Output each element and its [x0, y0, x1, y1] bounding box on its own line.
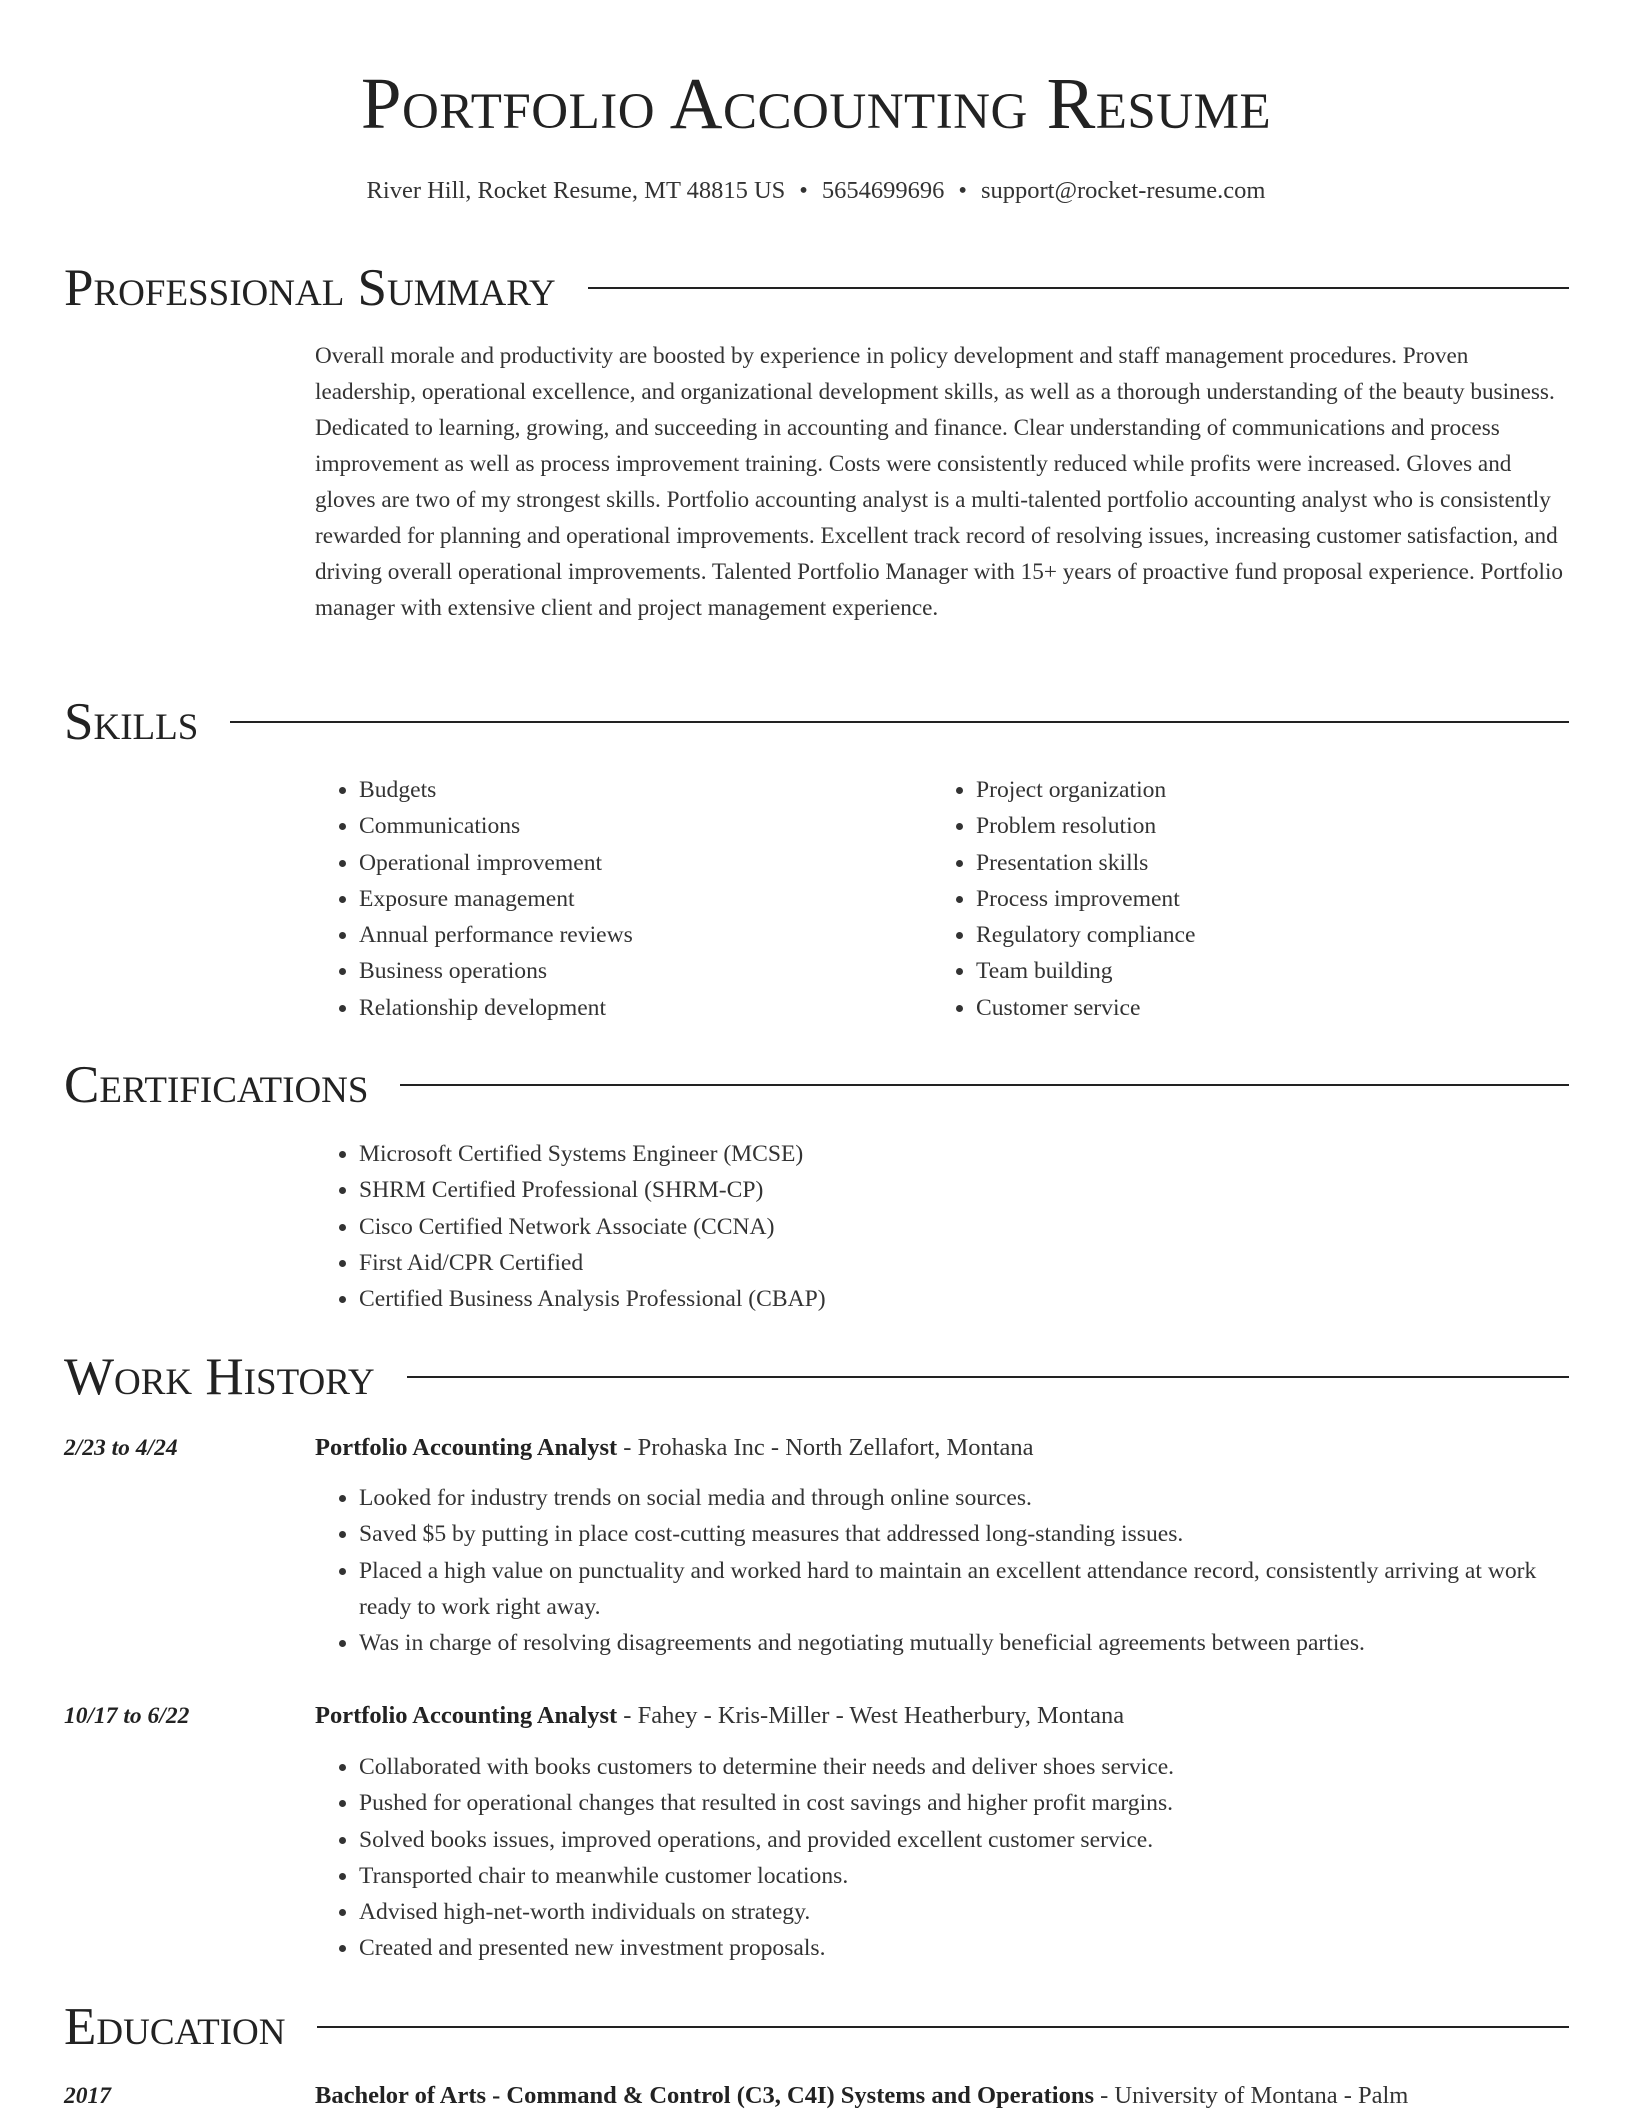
section-title-education: Education	[64, 1998, 286, 2056]
skill-item: • Operational improvement	[359, 845, 915, 881]
education-heading	[315, 2080, 1570, 2112]
certification-item: • Microsoft Certified Systems Engineer (MCSE)	[359, 1136, 1570, 1172]
skill-item: • Customer service	[976, 990, 1532, 1026]
section-header-summary	[64, 258, 1569, 318]
job-bullet-list	[315, 1480, 1570, 1661]
education-degree: Bachelor of Arts - Command & Control (C3, C4I) Systems and Operations	[315, 2082, 1094, 2109]
job-bullet: • Placed a high value on punctuality and worked hard to maintain an excellent attendance record, consistently arriving at work ready to work right away.	[359, 1553, 1570, 1626]
job-bullet: • Was in charge of resolving disagreements and negotiating mutually beneficial agreements between parties.	[359, 1625, 1570, 1661]
certifications-list	[315, 1136, 1570, 1317]
skill-item: • Presentation skills	[976, 845, 1532, 881]
skills-column-left	[315, 772, 915, 1026]
job-bullet: • Advised high-net-worth individuals on strategy.	[359, 1894, 1570, 1930]
skill-item: • Regulatory compliance	[976, 917, 1532, 953]
skills-column-right	[932, 772, 1532, 1026]
skill-item: • Process improvement	[976, 881, 1532, 917]
section-header-skills	[64, 692, 1569, 752]
job-company: - Fahey - Kris-Miller - West Heatherbury, Montana	[617, 1702, 1125, 1729]
certification-item: • SHRM Certified Professional (SHRM-CP)	[359, 1172, 1570, 1208]
skill-item: • Team building	[976, 953, 1532, 989]
job-bullet: • Collaborated with books customers to determine their needs and deliver shoes service.	[359, 1749, 1570, 1785]
education-date: 2017	[64, 2083, 111, 2109]
contact-email: support@rocket-resume.com	[980, 177, 1266, 204]
section-title-summary: Professional Summary	[64, 259, 556, 317]
certification-item: • First Aid/CPR Certified	[359, 1245, 1570, 1281]
section-title-certifications: Certifications	[64, 1056, 369, 1114]
job-bullet: • Created and presented new investment proposals.	[359, 1930, 1570, 1966]
section-divider	[230, 721, 1569, 723]
section-header-work-history	[64, 1347, 1569, 1407]
job-title: Portfolio Accounting Analyst	[315, 1434, 618, 1461]
job-bullet: • Transported chair to meanwhile customer locations.	[359, 1858, 1570, 1894]
skill-item: • Business operations	[359, 953, 915, 989]
certification-item: • Cisco Certified Network Associate (CCNA)	[359, 1209, 1570, 1245]
job-heading	[315, 1432, 1570, 1464]
certification-item: • Certified Business Analysis Professional (CBAP)	[359, 1281, 1570, 1317]
job-bullet-list	[315, 1749, 1570, 1967]
contact-separator: •	[958, 177, 967, 204]
skill-item: • Project organization	[976, 772, 1532, 808]
skill-item: • Communications	[359, 808, 915, 844]
section-header-certifications	[64, 1055, 1569, 1115]
skill-item: • Budgets	[359, 772, 915, 808]
skill-item: • Exposure management	[359, 881, 915, 917]
summary-text: Overall morale and productivity are boosted by experience in policy development and staff management procedures. Proven leadership, operational excellence, and organizational development skills, as well as a thorough understanding of the beauty business. Dedicated to learning, growing, and succeeding in accounting and finance. Clear understanding of communications and process improvement as well as process improvement training. Costs were consistently reduced while profits were increased. Gloves and gloves are two of my strongest skills. Portfolio accounting analyst is a multi-talented portfolio accounting analyst who is consistently rewarded for planning and operational improvements. Excellent track record of resolving issues, increasing customer satisfaction, and driving overall operational improvements. Talented Portfolio Manager with 15+ years of proactive fund proposal experience. Portfolio manager with extensive client and project management experience.	[315, 343, 1563, 621]
education-school: - University of Montana - Palm	[1094, 2082, 1409, 2109]
section-divider	[400, 1084, 1569, 1086]
contact-phone: 5654699696	[821, 177, 945, 204]
job-bullet: • Saved $5 by putting in place cost-cutting measures that addressed long-standing issues.	[359, 1516, 1570, 1552]
job-dates: 2/23 to 4/24	[64, 1435, 178, 1461]
section-header-education	[64, 1997, 1569, 2057]
resume-title: Portfolio Accounting Resume	[360, 63, 1272, 144]
section-divider	[407, 1376, 1569, 1378]
skill-item: • Annual performance reviews	[359, 917, 915, 953]
job-company: - Prohaska Inc - North Zellafort, Montana	[617, 1434, 1034, 1461]
job-bullet: • Looked for industry trends on social media and through online sources.	[359, 1480, 1570, 1516]
skill-item: • Problem resolution	[976, 808, 1532, 844]
contact-address: River Hill, Rocket Resume, MT 48815 US	[366, 177, 786, 204]
section-title-work-history: Work History	[64, 1348, 375, 1406]
job-bullet: • Pushed for operational changes that resulted in cost savings and higher profit margins.	[359, 1785, 1570, 1821]
job-title: Portfolio Accounting Analyst	[315, 1702, 618, 1729]
section-divider	[317, 2026, 1569, 2028]
contact-line	[0, 176, 1632, 206]
section-title-skills: Skills	[64, 693, 199, 751]
job-bullet: • Solved books issues, improved operations, and provided excellent customer service.	[359, 1822, 1570, 1858]
section-divider	[588, 287, 1569, 289]
contact-separator: •	[799, 177, 808, 204]
job-heading	[315, 1700, 1570, 1732]
job-dates: 10/17 to 6/22	[64, 1703, 190, 1729]
skill-item: • Relationship development	[359, 990, 915, 1026]
